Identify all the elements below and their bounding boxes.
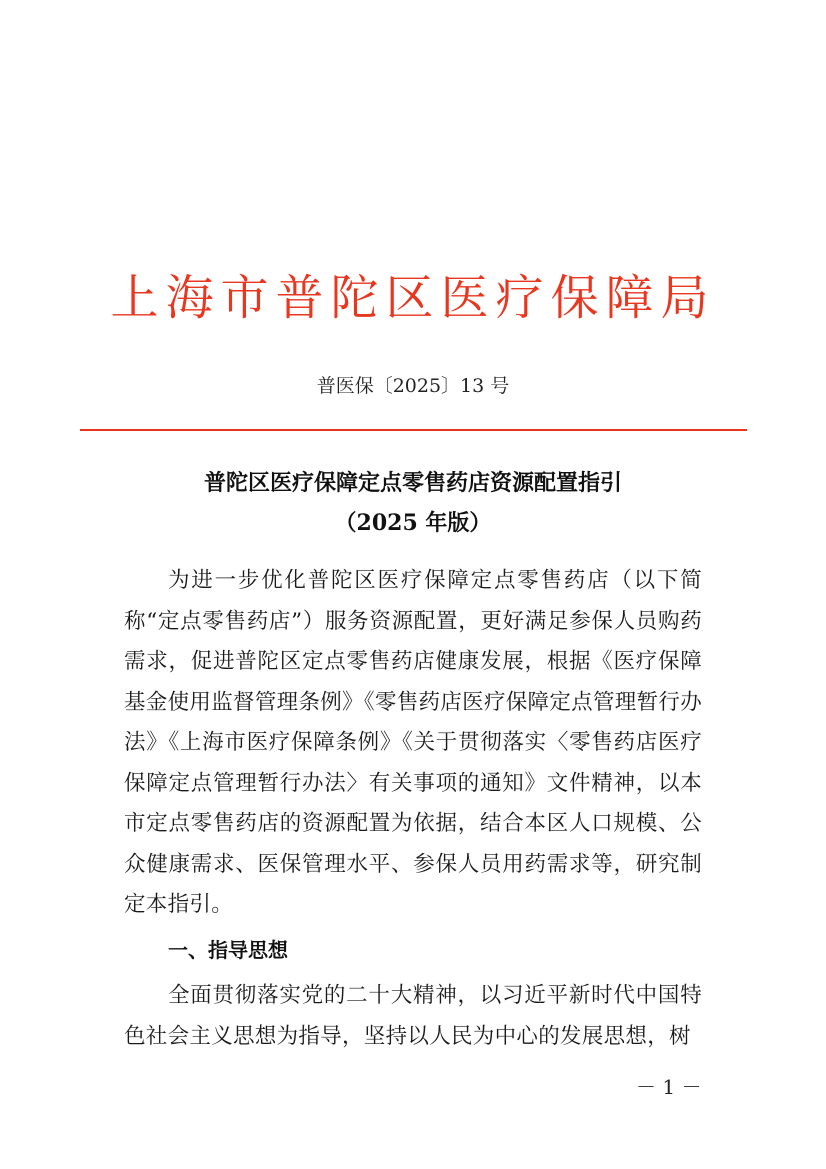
page-number: － 1 － (636, 1075, 702, 1099)
red-divider-line (80, 429, 747, 431)
guiding-principle-paragraph: 全面贯彻落实党的二十大精神，以习近平新时代中国特色社会主义思想为指导，坚持以人民为中心的发展思想，树 (124, 983, 702, 1049)
document-subtitle: （2025 年版） (334, 510, 492, 536)
document-number: 普医保〔2025〕13 号 (316, 375, 510, 397)
issuing-authority-header: 上海市普陀区医疗保障局 (110, 270, 716, 326)
document-title: 普陀区医疗保障定点零售药店资源配置指引 (203, 470, 622, 496)
intro-paragraph: 为进一步优化普陀区医疗保障定点零售药店（以下简称“定点零售药店”）服务资源配置，更好满足参保人员购药需求，促进普陀区定点零售药店健康发展，根据《医疗保障基金使用监督管理条例》《零售药店医疗保障定点管理暂行办法》《上海市医疗保障条例》《关于贯彻落实〈零售药店医疗保障定点管理暂行办法〉有关事项的通知》文件精神，以本市定点零售药店的资源配置为依据，结合本区人口规模、公众健康需求、医保管理水平、参保人员用药需求等，研究制定本指引。 (124, 568, 702, 917)
section-heading: 一、指导思想 (168, 938, 288, 962)
